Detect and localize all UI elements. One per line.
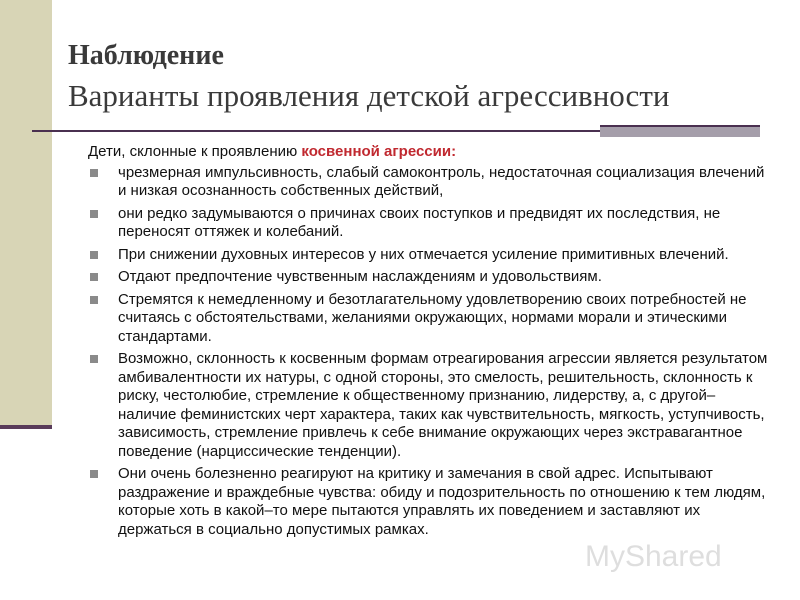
list-item-text: Они очень болезненно реагируют на критику и замечания в свой адрес. Испытывают раздражение и враждебные чувства: обиду и подозрительность по отношению к тем людям, которые хоть в какой–то мере пытаются управлять их поведением и заставляют их держаться в социально допустимых рамках. [118,465,766,538]
list-item [88,246,768,265]
list-item [88,291,768,347]
title-divider-band [600,125,760,137]
title-divider-line [32,130,602,132]
intro-text [88,143,768,162]
list-item-text: Стремятся к немедленному и безотлагательному удовлетворению своих потребностей не считаясь с обстоятельствами, желаниями окружающих, нормами морали и этическими стандартами. [118,290,747,345]
list-item-text: чрезмерная импульсивность, слабый самоконтроль, недостаточная социализация влечений и низкая осознанность собственных действий, [118,163,765,199]
intro-prefix: Дети, склонные к проявлению [88,143,302,160]
list-item [88,268,768,287]
square-bullet-icon [90,470,98,478]
square-bullet-icon [90,296,98,304]
list-item-text: они редко задумываются о причинах своих поступков и предвидят их последствия, не переносят оттяжек и колебаний. [118,204,721,240]
list-item-text: При снижении духовных интересов у них отмечается усиление примитивных влечений. [118,245,729,263]
list-item [88,465,768,539]
square-bullet-icon [90,251,98,259]
intro-highlight: косвенной агрессии: [301,143,457,160]
square-bullet-icon [90,210,98,218]
slide-subtitle: Варианты проявления детской агрессивности [68,78,670,113]
slide-title: Наблюдение [68,40,224,71]
slide-body [88,143,768,543]
watermark-logo: MyShared [585,540,722,573]
list-item-text: Отдают предпочтение чувственным наслаждениям и удовольствиям. [118,268,602,285]
list-item-text: Возможно, склонность к косвенным формам отреагирования агрессии является результатом амбивалентности их натуры, с одной стороны, это смелость, решительность, склонность к риску, честолюбие, стремление к общественному признанию, лидерству, а, с другой– наличие феминистских черт характера, таких как чувствительность, мягкость, уступчивость, зависимость, стремление привлечь к себе внимание окружающих через экстравагантное поведение (нарциссические тенденции). [118,350,768,460]
list-item [88,205,768,242]
decorative-sidebar [0,0,52,425]
square-bullet-icon [90,273,98,281]
square-bullet-icon [90,355,98,363]
list-item [88,350,768,461]
bullet-list [88,164,768,540]
sidebar-divider [0,425,52,429]
square-bullet-icon [90,169,98,177]
list-item [88,164,768,201]
